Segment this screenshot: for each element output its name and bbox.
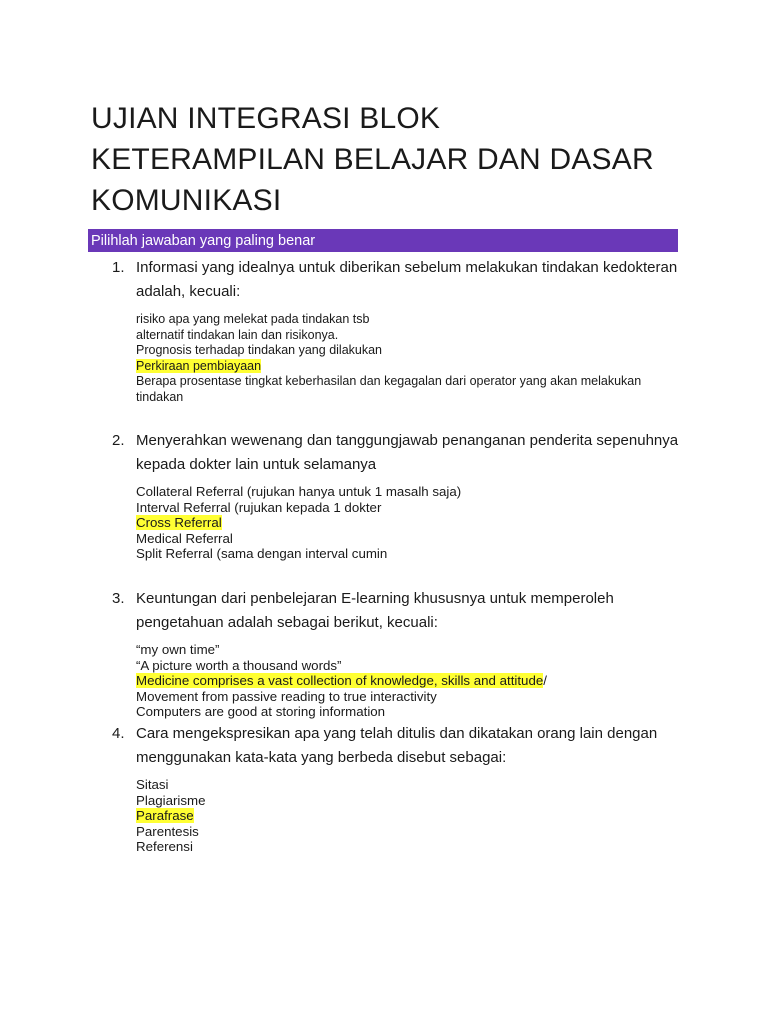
question-prompt: Menyerahkan wewenang dan tanggungjawab penanganan penderita sepenuhnya kepada dokter lain untuk selamanya: [136, 432, 679, 473]
answer-highlight: Cross Referral: [136, 515, 222, 530]
question-number: 2.: [112, 432, 125, 449]
question-prompt: Keuntungan dari penbelejaran E-learning khususnya untuk memperoleh pengetahuan adalah sebagai berikut, kecuali:: [136, 590, 614, 631]
option: Interval Referral (rujukan kepada 1 dokter: [136, 499, 382, 515]
answer-options: [136, 484, 688, 562]
option: risiko apa yang melekat pada tindakan tsb: [136, 312, 370, 326]
answer-options: [136, 312, 688, 405]
question-text: [108, 429, 688, 477]
question-number: 4.: [112, 725, 125, 742]
option-correct: [136, 515, 688, 531]
question-text: [108, 587, 688, 635]
option: Split Referral (sama dengan interval cumin: [136, 546, 388, 561]
option: alternatif tindakan lain dan risikonya.: [136, 327, 339, 342]
option-correct: [136, 808, 688, 824]
question-3: [108, 587, 688, 720]
answer-suffix: /: [543, 673, 547, 688]
option: Medical Referral: [136, 530, 233, 546]
option: Referensi: [136, 839, 193, 854]
title-line: UJIAN INTEGRASI BLOK: [91, 102, 441, 135]
option: “my own time”: [136, 642, 220, 657]
question-text: [108, 722, 688, 770]
question-1: [108, 256, 688, 405]
question-number: 1.: [112, 259, 125, 276]
option: “A picture worth a thousand words”: [136, 657, 342, 673]
answer-highlight: Medicine comprises a vast collection of knowledge, skills and attitude: [136, 673, 544, 688]
option-correct: [136, 359, 688, 375]
option: Prognosis terhadap tindakan yang dilakukan: [136, 343, 383, 357]
instruction-banner: Pilihlah jawaban yang paling benar: [88, 229, 678, 252]
option: Computers are good at storing information: [136, 704, 386, 719]
option: Parentesis: [136, 823, 199, 839]
question-number: 3.: [112, 590, 125, 607]
option: Berapa prosentase tingkat keberhasilan dan kegagalan dari operator yang akan melakukan tindakan: [136, 374, 642, 404]
answer-options: [136, 642, 688, 720]
option: Plagiarisme: [136, 792, 206, 808]
answer-options: [136, 777, 688, 855]
option: Movement from passive reading to true interactivity: [136, 688, 437, 704]
title-line: KOMUNIKASI: [91, 184, 282, 217]
answer-highlight: Perkiraan pembiayaan: [136, 358, 262, 373]
option-correct: [136, 673, 688, 689]
question-prompt: Informasi yang idealnya untuk diberikan sebelum melakukan tindakan kedokteran adalah, kecuali:: [136, 259, 678, 300]
question-4: [108, 722, 688, 855]
option: Sitasi: [136, 777, 169, 792]
question-text: [108, 256, 688, 304]
question-2: [108, 429, 688, 562]
question-prompt: Cara mengekspresikan apa yang telah ditulis dan dikatakan orang lain dengan menggunakan kata-kata yang berbeda disebut sebagai:: [136, 725, 658, 766]
option: Collateral Referral (rujukan hanya untuk 1 masalh saja): [136, 484, 462, 499]
answer-highlight: Parafrase: [136, 808, 194, 823]
title-line: KETERAMPILAN BELAJAR DAN DASAR: [91, 143, 654, 176]
page-title: [91, 98, 691, 221]
